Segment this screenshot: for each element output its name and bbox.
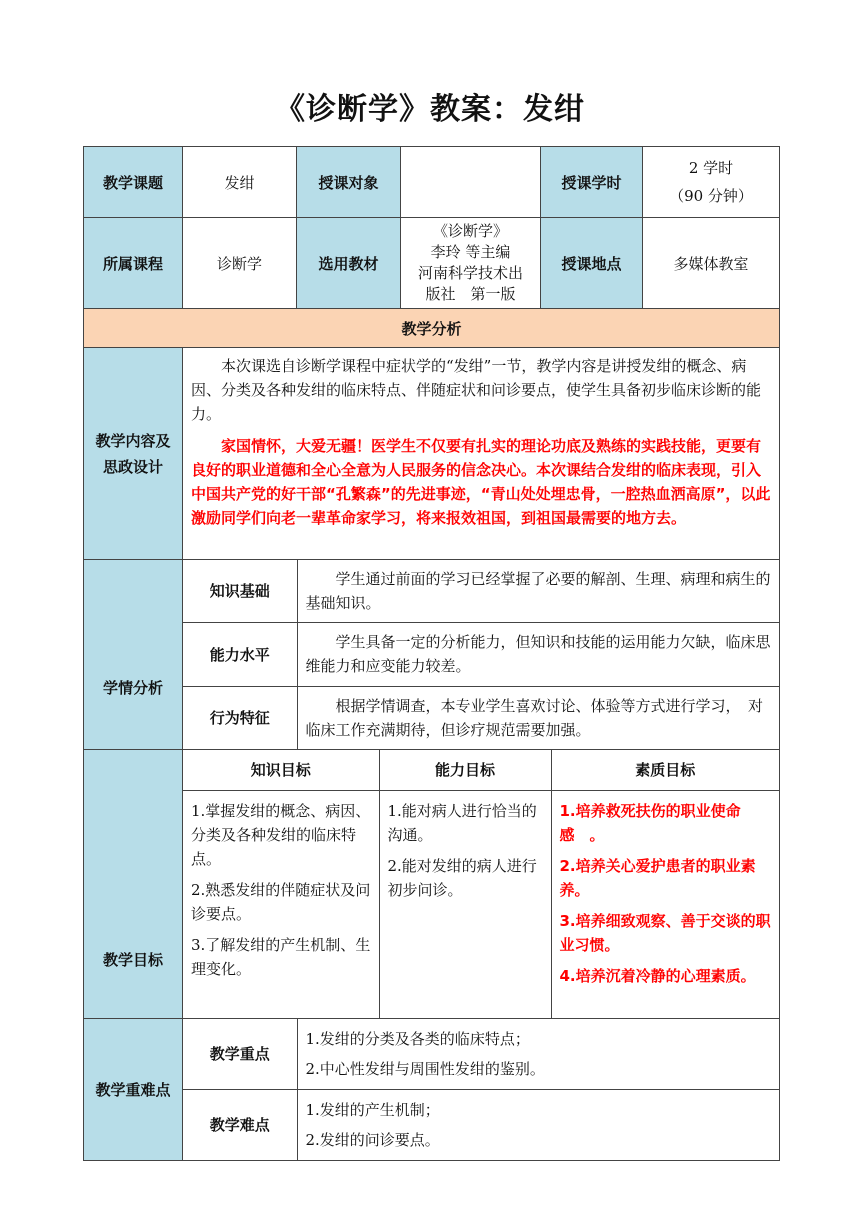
learner-row-text-cell xyxy=(297,686,779,749)
learner-row-text-cell xyxy=(297,560,779,622)
goals-header-row xyxy=(183,750,779,790)
learner-row xyxy=(183,622,779,686)
focus-label: 教学重点 xyxy=(183,1019,297,1089)
label-location: 授课地点 xyxy=(541,218,643,309)
row-topic xyxy=(84,147,780,218)
hours-line2: （90 分钟） xyxy=(669,187,753,205)
learner-cell xyxy=(183,560,780,750)
content-paragraph: 本次课选自诊断学课程中症状学的“发绀”一节，教学内容是讲授发绀的概念、病因、分类及各种发绀的临床特点、伴随症状和问诊要点，使学生具备初步临床诊断的能力。 xyxy=(191,357,762,423)
row-goals xyxy=(84,750,780,1019)
label-content xyxy=(84,348,183,560)
row-course xyxy=(84,218,780,309)
knowledge-goal-header: 知识目标 xyxy=(183,750,379,790)
label-textbook: 选用教材 xyxy=(297,218,401,309)
textbook-line: 李玲 等主编 xyxy=(430,243,511,261)
goals-body-row xyxy=(183,790,779,1018)
keypoints-cell xyxy=(183,1019,780,1161)
label-topic: 教学课题 xyxy=(84,147,183,218)
ability-goal-item: 2.能对发绀的病人进行初步问诊。 xyxy=(387,856,537,899)
quality-goal-item: 1.培养救死扶伤的职业使命感 。 xyxy=(559,801,741,844)
difficulty-row xyxy=(183,1089,779,1160)
quality-goal-item: 2.培养关心爱护患者的职业素养。 xyxy=(559,856,756,899)
learner-table xyxy=(183,560,779,749)
focus-item: 1.发绀的分类及各类的临床特点； xyxy=(305,1029,530,1048)
difficulty-item: 2.发绀的问诊要点。 xyxy=(305,1130,440,1149)
knowledge-goal-item: 3.了解发绀的产生机制、生理变化。 xyxy=(191,935,371,978)
value-textbook xyxy=(401,218,541,309)
textbook-line: 版社 第一版 xyxy=(425,285,516,303)
page-title: 《诊断学》教案：发绀 xyxy=(275,92,585,127)
row-content xyxy=(84,348,780,560)
ability-goal-header: 能力目标 xyxy=(379,750,551,790)
value-hours xyxy=(643,147,780,218)
section-header-analysis: 教学分析 xyxy=(84,309,780,348)
label-keypoints: 教学重难点 xyxy=(84,1019,183,1161)
label-hours: 授课学时 xyxy=(541,147,643,218)
learner-row xyxy=(183,560,779,622)
learner-row-label: 行为特征 xyxy=(183,686,297,749)
learner-row-text: 根据学情调查，本专业学生喜欢讨论、体验等方式进行学习， 对临床工作充满期待，但诊疗规范需要加强。 xyxy=(305,696,764,739)
value-audience xyxy=(401,147,541,218)
textbook-line: 《诊断学》 xyxy=(432,222,508,240)
row-learner xyxy=(84,560,780,750)
row-analysis-header xyxy=(84,309,780,348)
ability-goal-item: 1.能对病人进行恰当的沟通。 xyxy=(387,801,537,844)
content-cell xyxy=(183,348,780,560)
quality-goal-list xyxy=(551,790,779,1018)
textbook-line: 河南科学技术出 xyxy=(417,264,523,282)
focus-row xyxy=(183,1019,779,1089)
focus-item: 2.中心性发绀与周围性发绀的鉴别。 xyxy=(305,1059,545,1078)
label-audience: 授课对象 xyxy=(297,147,401,218)
label-course: 所属课程 xyxy=(84,218,183,309)
value-topic: 发绀 xyxy=(183,147,297,218)
ability-goal-list xyxy=(379,790,551,1018)
label-content-line1: 教学内容及 xyxy=(95,431,171,450)
difficulty-label: 教学难点 xyxy=(183,1089,297,1160)
label-goals: 教学目标 xyxy=(84,750,183,1019)
knowledge-goal-item: 2.熟悉发绀的伴随症状及问诊要点。 xyxy=(191,880,371,923)
quality-goal-item: 4.培养沉着冷静的心理素质。 xyxy=(559,966,756,985)
keypoints-table xyxy=(183,1019,779,1160)
learner-row-label: 能力水平 xyxy=(183,622,297,686)
learner-row xyxy=(183,686,779,749)
quality-goal-item: 3.培养细致观察、善于交谈的职业习惯。 xyxy=(559,911,771,954)
difficulty-item: 1.发绀的产生机制； xyxy=(305,1100,440,1119)
label-content-line2: 思政设计 xyxy=(102,457,163,476)
learner-row-text: 学生通过前面的学习已经掌握了必要的解剖、生理、病理和病生的基础知识。 xyxy=(305,569,771,612)
value-course: 诊断学 xyxy=(183,218,297,309)
goals-cell xyxy=(183,750,780,1019)
learner-row-text-cell xyxy=(297,622,779,686)
knowledge-goal-list xyxy=(183,790,379,1018)
difficulty-list xyxy=(297,1089,779,1160)
ideology-paragraph: 家国情怀，大爱无疆！医学生不仅要有扎实的理论功底及熟练的实践技能，更要有良好的职业道德和全心全意为人民服务的信念决心。本次课结合发绀的临床表现，引入中国共产党的好干部“孔繁森”的先进事迹，“青山处处埋忠骨，一腔热血洒高原”，以此激励同学们向老一辈革命家学习，将来报效祖国，到祖国最需要的地方去。 xyxy=(191,437,771,527)
knowledge-goal-item: 1.掌握发绀的概念、病因、分类及各种发绀的临床特点。 xyxy=(191,801,371,868)
learner-row-text: 学生具备一定的分析能力，但知识和技能的运用能力欠缺，临床思维能力和应变能力较差。 xyxy=(305,633,771,675)
goals-table xyxy=(183,750,779,1018)
focus-list xyxy=(297,1019,779,1089)
quality-goal-header: 素质目标 xyxy=(551,750,779,790)
learner-row-label: 知识基础 xyxy=(183,560,297,622)
row-keypoints xyxy=(84,1019,780,1161)
value-location: 多媒体教室 xyxy=(643,218,780,309)
label-learner: 学情分析 xyxy=(84,560,183,750)
lesson-plan-table xyxy=(83,146,780,1161)
hours-line1: 2 学时 xyxy=(688,159,734,177)
